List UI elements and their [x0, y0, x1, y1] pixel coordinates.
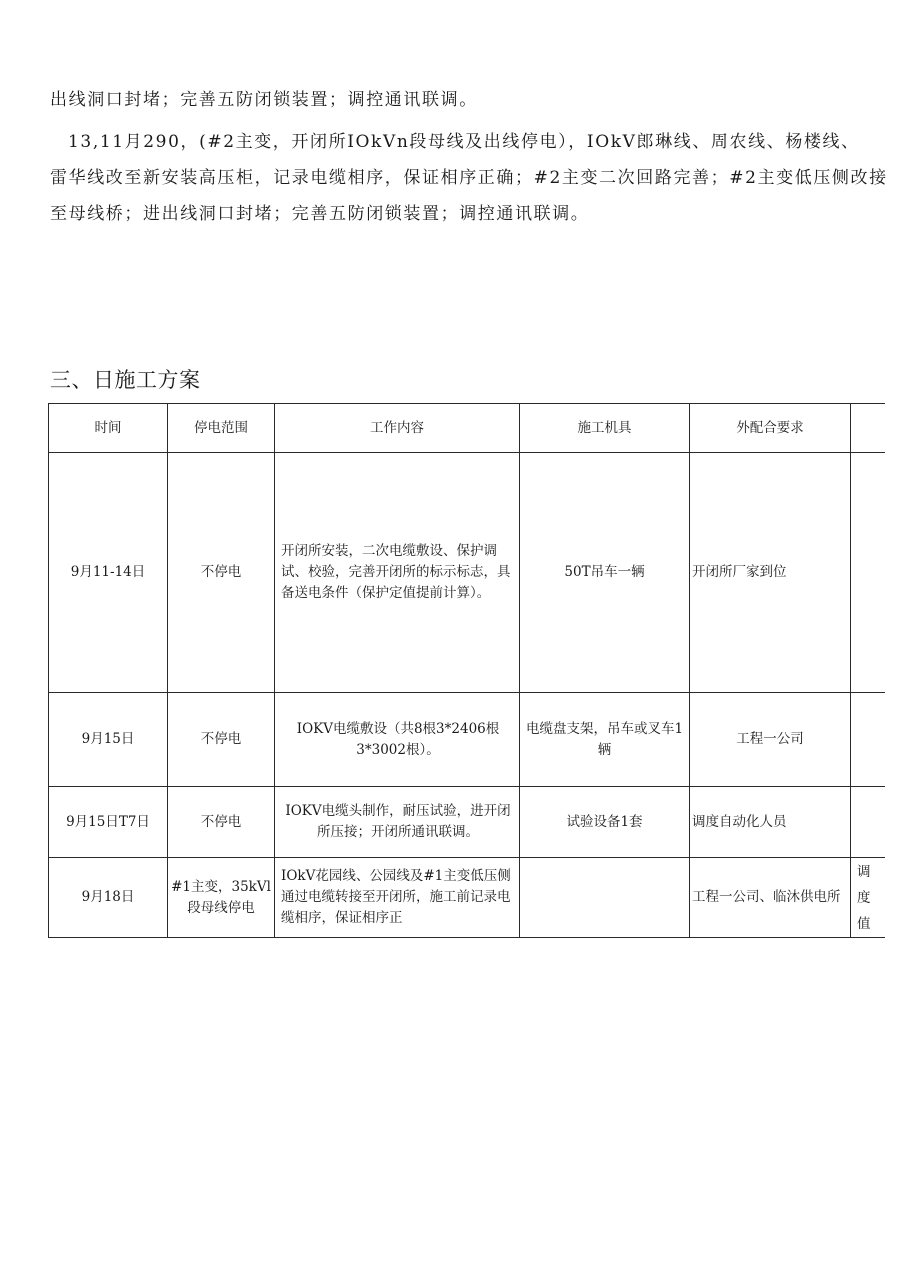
paragraph-line: 至母线桥；进出线洞口封堵；完善五防闭锁装置；调控通讯联调。: [50, 204, 590, 224]
cell-time: 9月15日: [49, 693, 168, 787]
header-time: 时间: [49, 404, 168, 453]
cell-content: IOKV电缆头制作，耐压试验，进开闭所压接；开闭所通讯联调。: [275, 787, 520, 858]
cell-extra-text: 调度值: [857, 863, 871, 932]
cell-extra: [851, 858, 885, 938]
header-coordination: 外配合要求: [690, 404, 851, 453]
table-row: [49, 787, 885, 858]
paragraph-line: 13,11月290，(#2主变，开闭所IOkVn段母线及出线停电），IOkV郎琳线、周农线、杨楼线、: [68, 132, 860, 152]
section-heading: 三、日施工方案: [50, 368, 201, 392]
cell-extra: [851, 787, 885, 858]
paragraph-step-13: [50, 124, 918, 232]
paragraph-continuation: 出线洞口封堵；完善五防闭锁装置；调控通讯联调。: [50, 90, 478, 110]
table-header-row: [49, 404, 885, 453]
cell-coordination: 工程一公司: [690, 693, 851, 787]
cell-tools: 电缆盘支架，吊车或叉车1辆: [520, 693, 690, 787]
table-row: [49, 858, 885, 938]
cell-coordination: 调度自动化人员: [690, 787, 851, 858]
header-work-content: 工作内容: [275, 404, 520, 453]
cell-content: 开闭所安装，二次电缆敷设、保护调试、校验，完善开闭所的标示标志，具备送电条件（保护定值提前计算）。: [275, 453, 520, 693]
cell-time: 9月15日T7日: [49, 787, 168, 858]
header-extra: [851, 404, 885, 453]
cell-time: 9月18日: [49, 858, 168, 938]
paragraph-line: 雷华线改至新安装高压柜，记录电缆相序，保证相序正确；#2主变二次回路完善；#2主变低压侧改接: [50, 168, 888, 188]
cell-scope: 不停电: [168, 787, 275, 858]
header-tools: 施工机具: [520, 404, 690, 453]
cell-tools: 50T吊车一辆: [520, 453, 690, 693]
cell-time: 9月11-14日: [49, 453, 168, 693]
cell-coordination: 开闭所厂家到位: [690, 453, 851, 693]
cell-coordination: 工程一公司、临沐供电所: [690, 858, 851, 938]
cell-scope: 不停电: [168, 453, 275, 693]
cell-tools: [520, 858, 690, 938]
cell-extra: [851, 453, 885, 693]
cell-content: IOKV电缆敷设（共8根3*2406根3*3002根）。: [275, 693, 520, 787]
header-outage-scope: 停电范围: [168, 404, 275, 453]
cell-content: IOkV花园线、公园线及#1主变低压侧通过电缆转接至开闭所，施工前记录电缆相序，保证相序正: [275, 858, 520, 938]
cell-scope: 不停电: [168, 693, 275, 787]
cell-scope: #1主变，35kVl段母线停电: [168, 858, 275, 938]
cell-tools: 试验设备1套: [520, 787, 690, 858]
table-row: [49, 693, 885, 787]
construction-schedule-table: [48, 403, 885, 938]
table-row: [49, 453, 885, 693]
cell-extra: [851, 693, 885, 787]
